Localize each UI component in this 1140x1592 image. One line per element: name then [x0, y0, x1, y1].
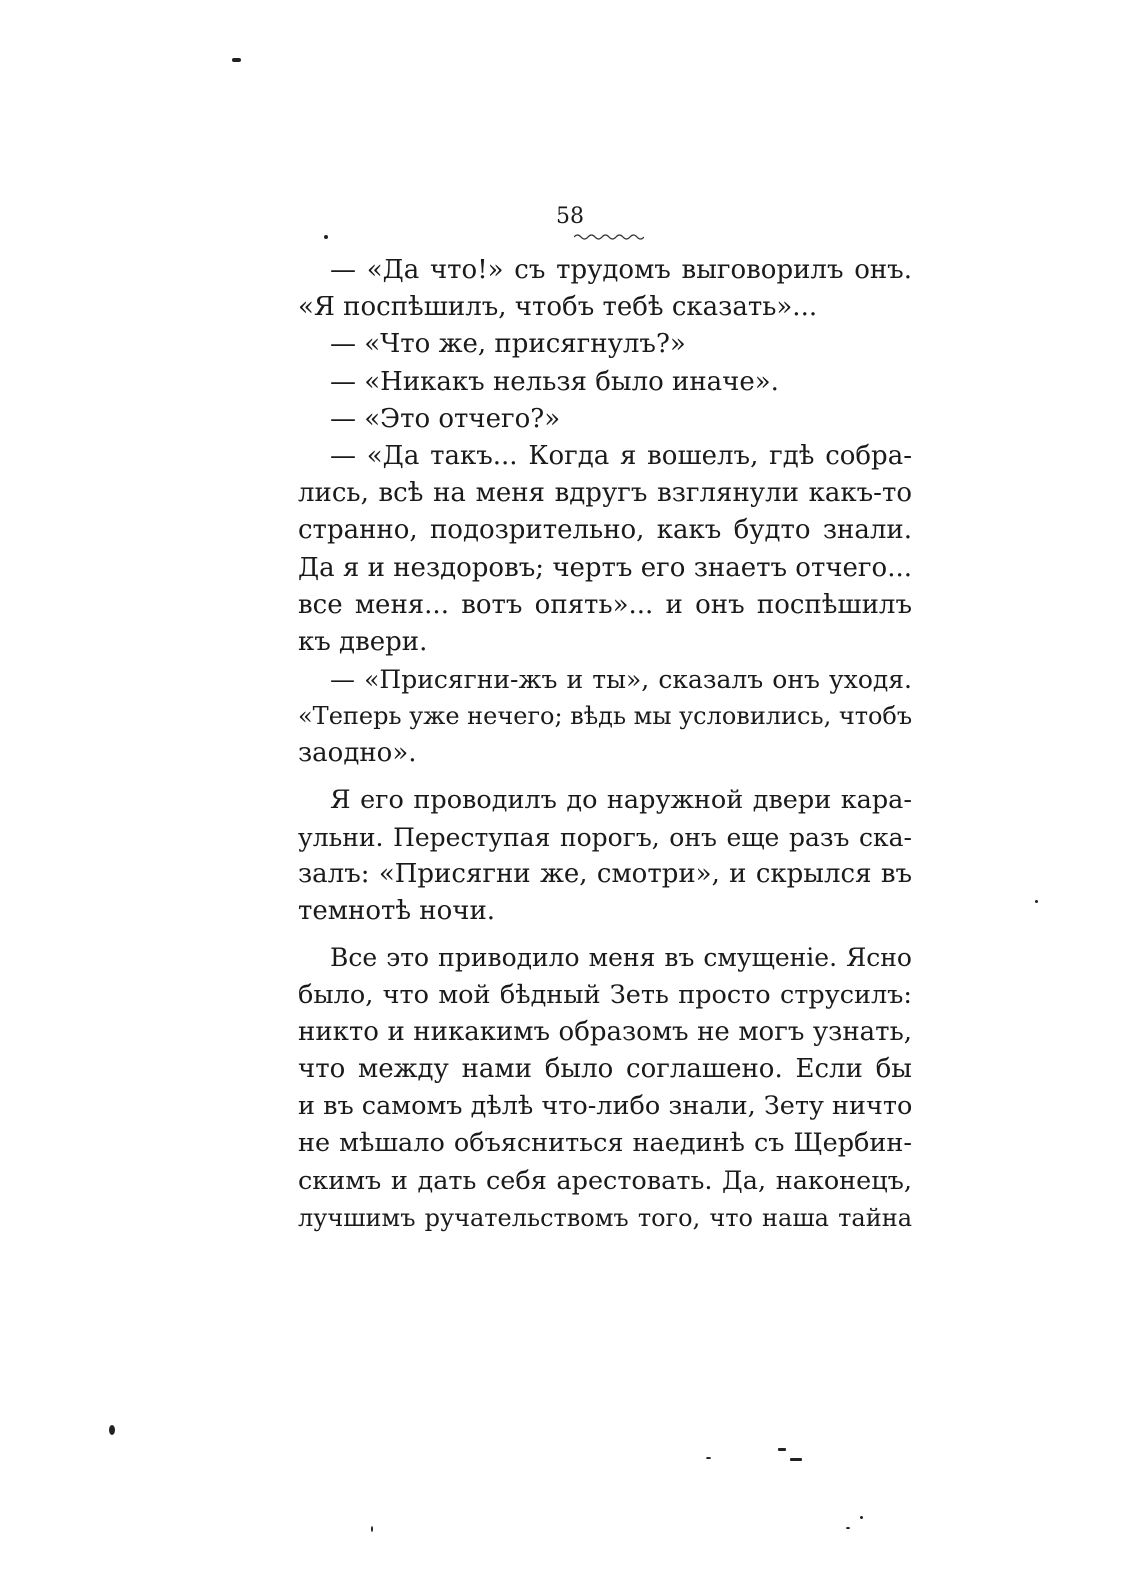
text-line: лучшимъ ручательствомъ того, что наша тайна — [298, 1203, 912, 1232]
squiggle-ornament — [574, 233, 644, 241]
text-line: ульни. Переступая порогъ, онъ еще разъ ска- — [298, 822, 912, 852]
text-line: «Я поспѣшилъ, чтобъ тебѣ сказать»... — [298, 292, 818, 323]
text-line: странно, подозрительно, какъ будто знали. — [298, 515, 912, 546]
text-line: Я его проводилъ до наружной двери кара- — [330, 784, 912, 815]
scan-speck — [109, 1425, 115, 1435]
text-line: темнотѣ ночи. — [298, 896, 496, 927]
text-line: «Теперь уже нечего; вѣдь мы условились, чтобъ — [298, 702, 913, 731]
scan-speck — [232, 58, 241, 62]
scan-speck — [371, 1526, 373, 1532]
scan-speck — [706, 1457, 711, 1459]
text-line: никто и никакимъ образомъ не могъ узнать, — [298, 1016, 912, 1047]
text-line: лись, всѣ на меня вдругъ взглянули какъ-то — [298, 478, 912, 509]
page-number: 58 — [556, 204, 584, 229]
text-line: — «Что же, присягнулъ?» — [330, 329, 686, 360]
scan-speck — [1035, 900, 1038, 903]
scan-speck — [860, 1516, 863, 1519]
scan-speck — [790, 1458, 802, 1461]
text-line: Все это приводило меня въ смущеніе. Ясно — [330, 943, 912, 973]
text-line: все меня... вотъ опять»... и онъ поспѣшилъ — [298, 589, 912, 620]
text-line: — «Да что!» съ трудомъ выговорилъ онъ. — [330, 255, 912, 285]
text-line: и въ самомъ дѣлѣ что-либо знали, Зету ничто — [298, 1091, 913, 1122]
scan-speck — [778, 1448, 786, 1451]
text-line: что между нами было соглашено. Если бы — [298, 1053, 912, 1084]
text-line: — «Это отчего?» — [330, 403, 561, 434]
scan-speck — [846, 1527, 850, 1529]
text-line: къ двери. — [298, 626, 428, 657]
text-line: Да я и нездоровъ; чертъ его знаетъ отчего... — [298, 552, 912, 583]
scan-speck — [324, 235, 328, 239]
text-line: — «Присягни-жъ и ты», сказалъ онъ уходя. — [330, 665, 912, 695]
text-line: залъ: «Присягни же, смотри», и скрылся въ — [298, 859, 912, 889]
text-line: было, что мой бѣдный Зеть просто струсилъ: — [298, 979, 912, 1010]
text-block — [298, 252, 912, 1237]
text-line: — «Никакъ нельзя было иначе». — [330, 366, 779, 397]
text-line: заодно». — [298, 738, 417, 769]
text-line: не мѣшало объясниться наединѣ съ Щербин- — [298, 1128, 912, 1159]
text-line: скимъ и дать себя арестовать. Да, наконецъ, — [298, 1165, 912, 1196]
text-line: — «Да такъ... Когда я вошелъ, гдѣ собра- — [330, 440, 912, 471]
